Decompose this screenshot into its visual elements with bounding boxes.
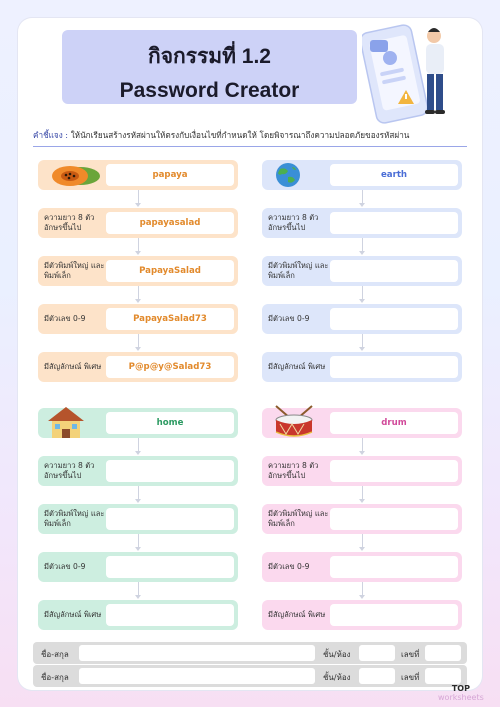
step-label-length: ความยาว 8 ตัว อักษรขึ้นไป xyxy=(268,461,319,480)
footer-row-1 xyxy=(33,642,467,664)
step-label-symbols: มีสัญลักษณ์ พิเศษ xyxy=(268,610,326,619)
home-length-card xyxy=(38,456,238,486)
connector-line xyxy=(138,334,139,348)
home-word-box: home xyxy=(106,412,234,434)
drum-word-card xyxy=(262,408,462,438)
title-main: Password Creator xyxy=(119,79,300,102)
home-digits-answer[interactable] xyxy=(106,556,234,578)
connector-line xyxy=(362,534,363,548)
papaya-case-card xyxy=(38,256,238,286)
drum-symbols-card xyxy=(262,600,462,630)
connector-line xyxy=(362,286,363,300)
papaya-digits-answer: PapayaSalad73 xyxy=(106,308,234,330)
drum-case-answer[interactable] xyxy=(330,508,458,530)
papaya-case-answer: PapayaSalad xyxy=(106,260,234,282)
number-label: เลขที่ xyxy=(401,673,420,682)
connector-line xyxy=(138,486,139,500)
earth-word-card xyxy=(262,160,462,190)
name-label: ชื่อ-สกุล xyxy=(41,650,69,659)
connector-arrow xyxy=(135,203,141,207)
connector-arrow xyxy=(135,595,141,599)
brand-name: worksheets xyxy=(438,693,484,702)
step-label-digits: มีตัวเลข 0-9 xyxy=(44,562,86,571)
connector-arrow xyxy=(359,347,365,351)
drum-case-card xyxy=(262,504,462,534)
connector-arrow xyxy=(359,595,365,599)
step-label-length: ความยาว 8 ตัว อักษรขึ้นไป xyxy=(44,461,95,480)
class-label: ชั้น/ห้อง xyxy=(323,673,351,682)
papaya-digits-card xyxy=(38,304,238,334)
connector-arrow xyxy=(359,251,365,255)
brand-logo xyxy=(438,684,484,702)
home-length-answer[interactable] xyxy=(106,460,234,482)
home-word-card xyxy=(38,408,238,438)
drum-digits-answer[interactable] xyxy=(330,556,458,578)
earth-icon xyxy=(268,161,326,189)
earth-case-answer[interactable] xyxy=(330,260,458,282)
connector-line xyxy=(138,190,139,204)
drum-digits-card xyxy=(262,552,462,582)
earth-symbols-answer[interactable] xyxy=(330,356,458,378)
connector-arrow xyxy=(359,499,365,503)
footer-row-2 xyxy=(33,665,467,687)
connector-line xyxy=(138,438,139,452)
connector-line xyxy=(362,438,363,452)
step-label-symbols: มีสัญลักษณ์ พิเศษ xyxy=(268,362,326,371)
papaya-word-card xyxy=(38,160,238,190)
connector-line xyxy=(138,582,139,596)
connector-line xyxy=(362,190,363,204)
step-label-symbols: มีสัญลักษณ์ พิเศษ xyxy=(44,362,102,371)
papaya-length-card xyxy=(38,208,238,238)
class-field[interactable] xyxy=(359,645,395,661)
connector-arrow xyxy=(135,251,141,255)
drum-length-card xyxy=(262,456,462,486)
connector-arrow xyxy=(135,499,141,503)
connector-arrow xyxy=(135,299,141,303)
connector-arrow xyxy=(135,451,141,455)
step-label-digits: มีตัวเลข 0-9 xyxy=(268,314,310,323)
home-symbols-card xyxy=(38,600,238,630)
papaya-word-box: papaya xyxy=(106,164,234,186)
name-label: ชื่อ-สกุล xyxy=(41,673,69,682)
house-icon xyxy=(44,396,102,438)
class-field[interactable] xyxy=(359,668,395,684)
earth-digits-card xyxy=(262,304,462,334)
step-label-length: ความยาว 8 ตัว อักษรขึ้นไป xyxy=(44,213,95,232)
connector-line xyxy=(138,534,139,548)
drum-length-answer[interactable] xyxy=(330,460,458,482)
step-label-length: ความยาว 8 ตัว อักษรขึ้นไป xyxy=(268,213,319,232)
earth-digits-answer[interactable] xyxy=(330,308,458,330)
drum-symbols-answer[interactable] xyxy=(330,604,458,626)
brand-top: TOP xyxy=(451,684,470,693)
papaya-symbols-answer: P@p@y@Salad73 xyxy=(106,356,234,378)
connector-arrow xyxy=(359,299,365,303)
title-box xyxy=(62,30,357,104)
instruction-text: ให้นักเรียนสร้างรหัสผ่านให้ตรงกับเงื่อนไขที่กำหนดให้ โดยพิจารณาถึงความปลอดภัยของรหัสผ่าน xyxy=(70,130,410,140)
number-field[interactable] xyxy=(425,668,461,684)
connector-arrow xyxy=(359,451,365,455)
connector-line xyxy=(138,286,139,300)
papaya-symbols-card xyxy=(38,352,238,382)
connector-line xyxy=(362,582,363,596)
title-activity: กิจกรรมที่ 1.2 xyxy=(147,45,271,68)
earth-length-answer[interactable] xyxy=(330,212,458,234)
instruction-divider xyxy=(33,146,467,147)
connector-line xyxy=(138,238,139,252)
home-case-card xyxy=(38,504,238,534)
connector-arrow xyxy=(135,547,141,551)
connector-line xyxy=(362,486,363,500)
home-digits-card xyxy=(38,552,238,582)
step-label-digits: มีตัวเลข 0-9 xyxy=(44,314,86,323)
connector-arrow xyxy=(359,203,365,207)
step-label-case: มีตัวพิมพ์ใหญ่ และพิมพ์เล็ก xyxy=(268,509,329,528)
home-symbols-answer[interactable] xyxy=(106,604,234,626)
connector-arrow xyxy=(135,347,141,351)
papaya-icon xyxy=(44,161,102,189)
earth-length-card xyxy=(262,208,462,238)
name-field[interactable] xyxy=(79,645,315,661)
step-label-symbols: มีสัญลักษณ์ พิเศษ xyxy=(44,610,102,619)
class-label: ชั้น/ห้อง xyxy=(323,650,351,659)
person-phone-illustration xyxy=(362,18,462,128)
step-label-digits: มีตัวเลข 0-9 xyxy=(268,562,310,571)
step-label-case: มีตัวพิมพ์ใหญ่ และพิมพ์เล็ก xyxy=(44,509,105,528)
name-field[interactable] xyxy=(79,668,315,684)
drum-icon xyxy=(268,398,326,438)
instruction xyxy=(33,129,409,142)
earth-case-card xyxy=(262,256,462,286)
connector-line xyxy=(362,238,363,252)
connector-arrow xyxy=(359,547,365,551)
papaya-length-answer: papayasalad xyxy=(106,212,234,234)
number-field[interactable] xyxy=(425,645,461,661)
instruction-label: คำชี้แจง : xyxy=(33,130,69,140)
drum-word-box: drum xyxy=(330,412,458,434)
earth-word-box: earth xyxy=(330,164,458,186)
step-label-case: มีตัวพิมพ์ใหญ่ และพิมพ์เล็ก xyxy=(268,261,329,280)
number-label: เลขที่ xyxy=(401,650,420,659)
step-label-case: มีตัวพิมพ์ใหญ่ และพิมพ์เล็ก xyxy=(44,261,105,280)
connector-line xyxy=(362,334,363,348)
home-case-answer[interactable] xyxy=(106,508,234,530)
earth-symbols-card xyxy=(262,352,462,382)
